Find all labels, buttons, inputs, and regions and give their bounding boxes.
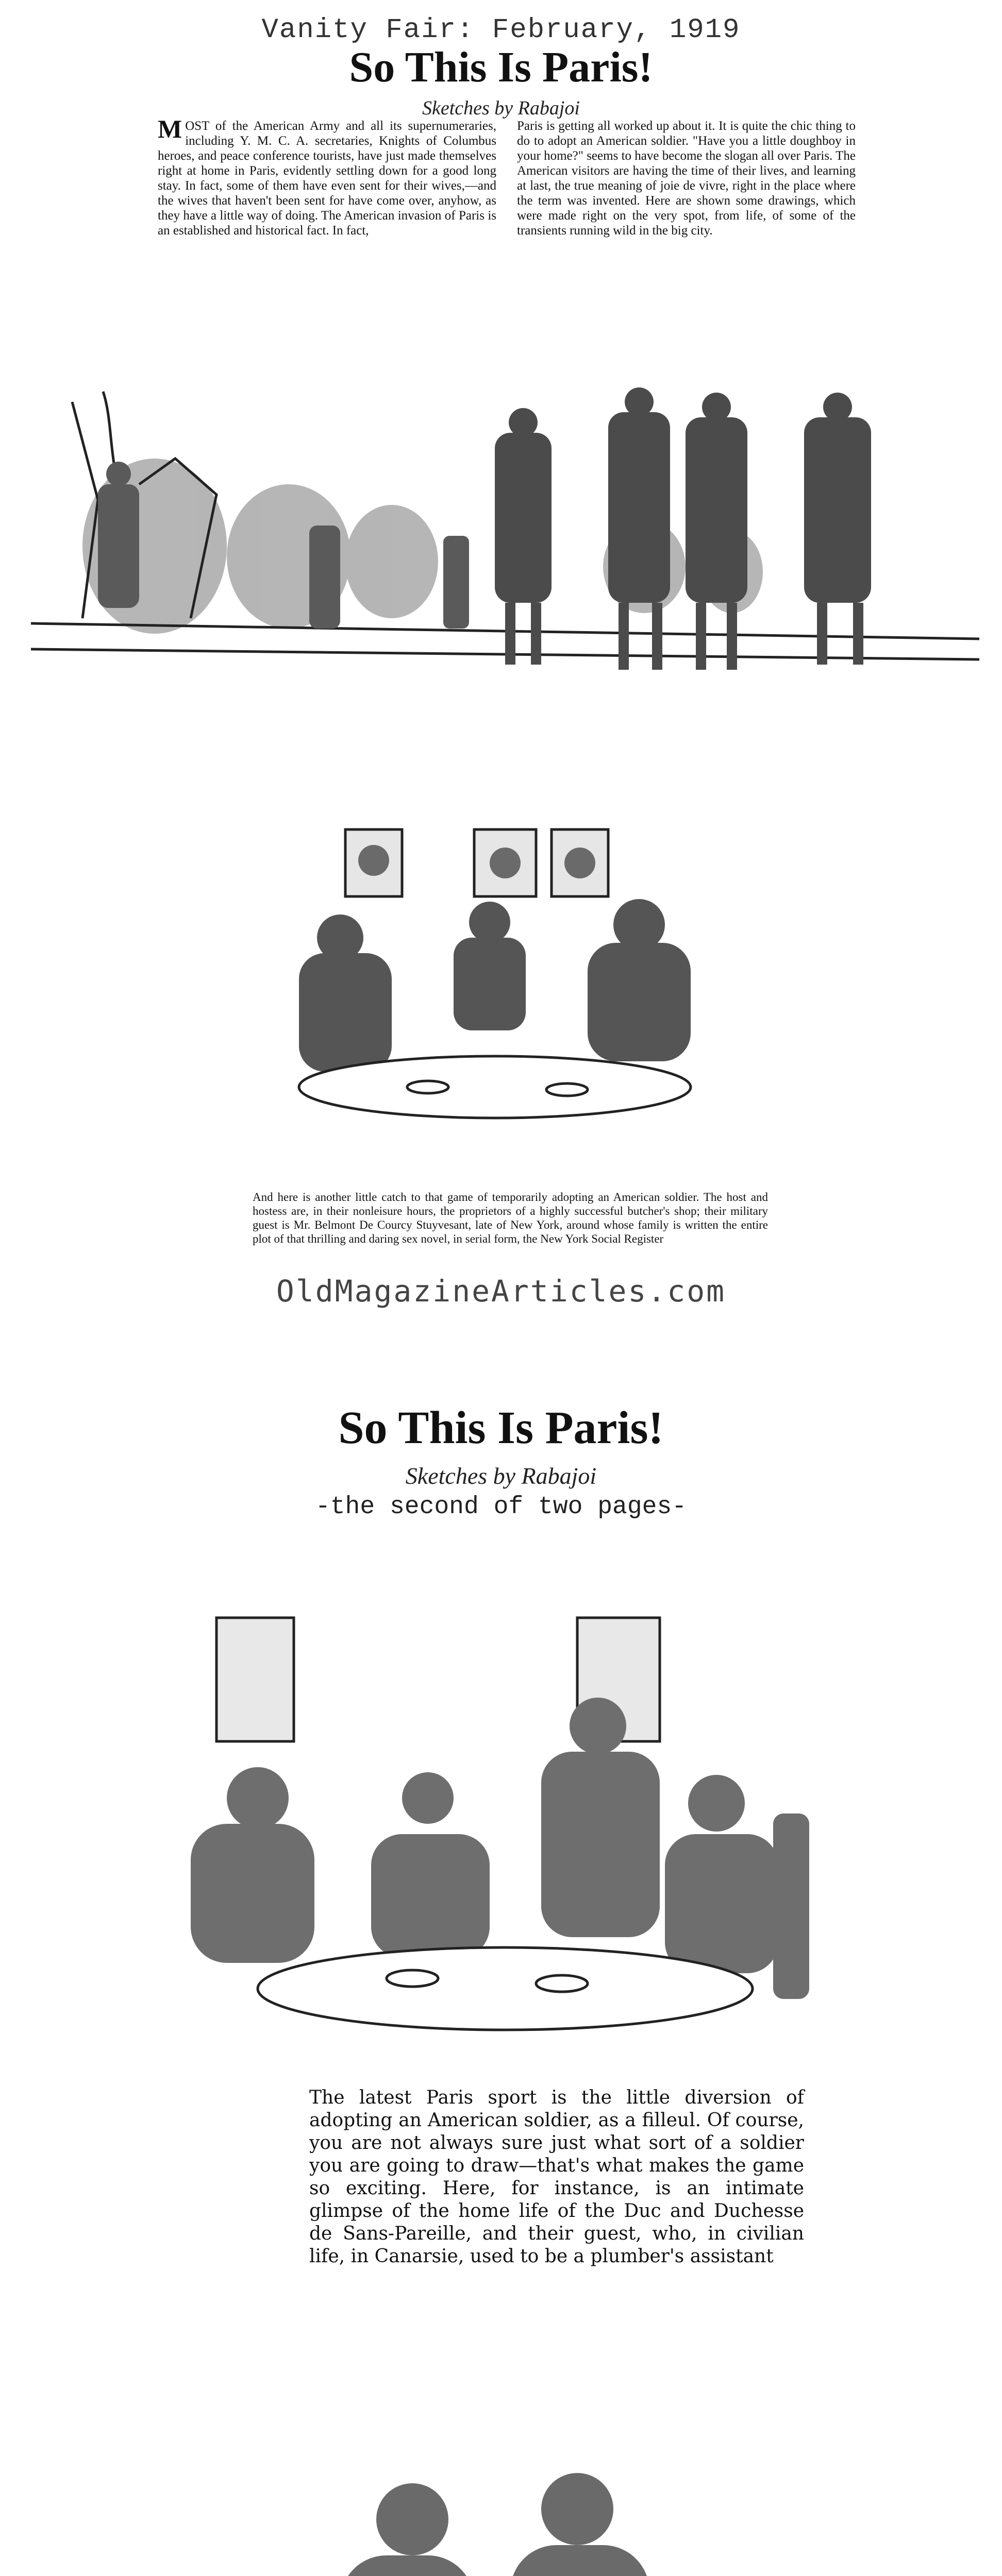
byline: Sketches by Rabajoi	[422, 97, 580, 119]
family-dinner-illustration	[170, 1607, 830, 2071]
dining-scene-illustration	[227, 809, 794, 1180]
page-title-2: So This Is Paris!	[338, 1402, 664, 1453]
page-note: -the second of two pages-	[315, 1493, 687, 1521]
byline-2: Sketches by Rabajoi	[405, 1463, 597, 1489]
watermark: OldMagazineArticles.com	[276, 1274, 726, 1309]
intro-column-right: Paris is getting all worked up about it. It is quite the chic thing to do to adopt an American soldier. "Have you a little doughboy in your home?" seems to have become the slogan all over Paris. The American visitors are having the time of their lives, and learning at last, the true meaning of joie de vivre, right in the place where the term was invented. Here are shown some drawings, which were made right on the very spot, from life, of some of the transients running wild in the big city.	[517, 119, 856, 238]
intro-column-left	[158, 114, 496, 247]
drop-cap: M	[158, 114, 182, 143]
intro-text-columns	[158, 114, 856, 247]
magazine-header: Vanity Fair: February, 1919	[261, 14, 741, 46]
couple-illustration	[294, 2442, 706, 2576]
street-scene-illustration	[21, 330, 990, 752]
family-dinner-caption: The latest Paris sport is the little diversion of adopting an American soldier, as a filleul. Of course, you are not always sure just what sort of a soldier you are going to draw—that's what makes the game so exciting. Here, for instance, is an intimate glimpse of the home life of the Duc and Duchesse de Sans-Pareille, and their guest, who, in civilian life, in Canarsie, used to be a plumber's assistant	[309, 2087, 804, 2267]
page-title: So This Is Paris!	[349, 43, 653, 91]
dining-caption: And here is another little catch to that game of temporarily adopting an American soldier. The host and hostess are, in their nonleisure hours, the proprietors of a highly successful butcher's shop; their military guest is Mr. Belmont De Courcy Stuyvesant, late of New York, around whose family is written the entire plot of that thrilling and daring sex novel, in serial form, the New York Social Register	[253, 1191, 768, 1245]
intro-column-left-text: OST of the American Army and all its supernumeraries, including Y. M. C. A. secretaries, Knights of Columbus heroes, and peace conference tourists, have just made themselves right at home in Paris, evidently settling down for a good long stay. In fact, some of them have even sent for their wives,—and the wives that haven't been sent for have come over, anyhow, as they have a little way of doing. The American invasion of Paris is an established and historical fact. In fact,	[158, 119, 496, 238]
